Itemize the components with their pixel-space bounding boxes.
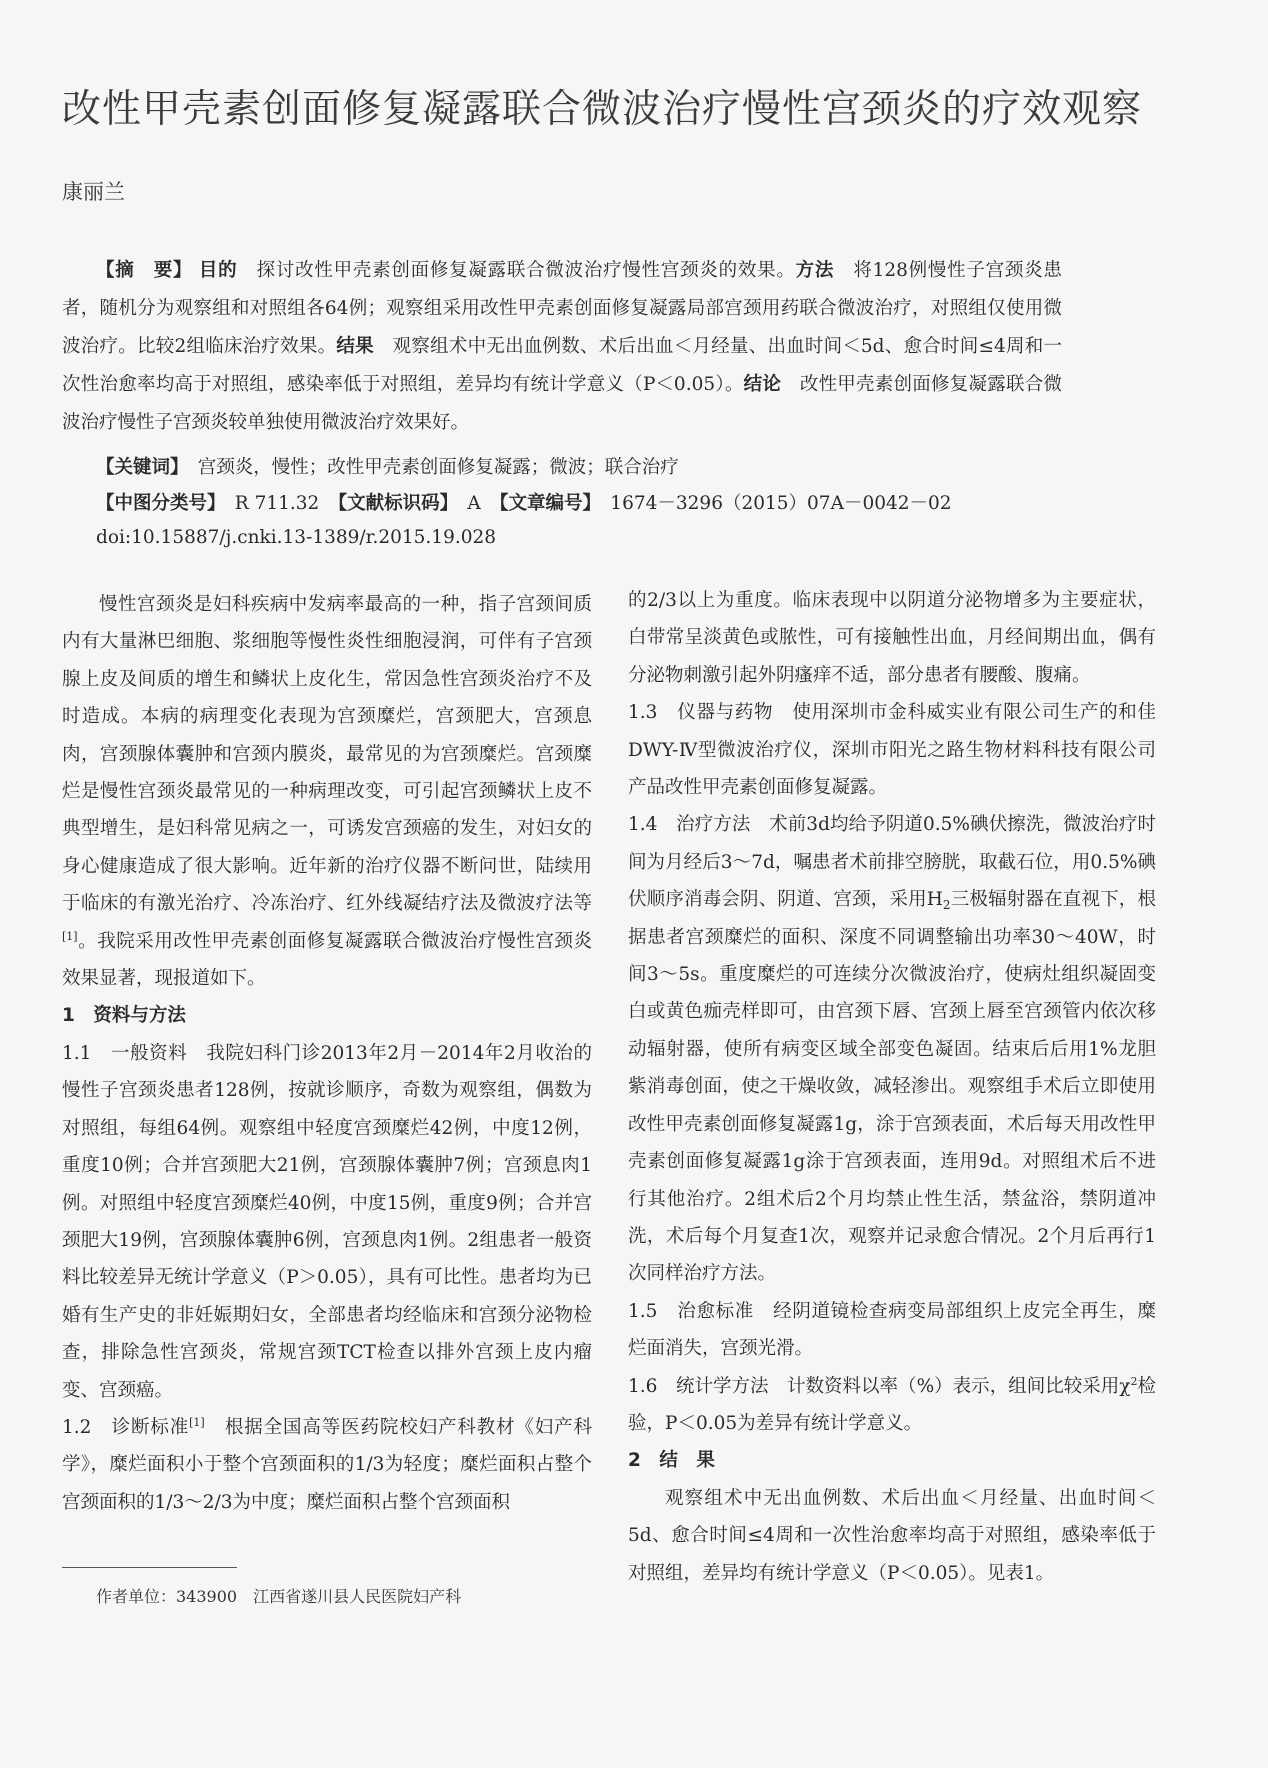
methods-label: 方法 bbox=[795, 260, 835, 281]
clc-label: 【中图分类号】 bbox=[96, 493, 217, 514]
objective-label: 目的 bbox=[198, 260, 238, 281]
abstract-label: 【摘 要】 bbox=[96, 260, 193, 281]
article-number-label: 【文章编号】 bbox=[499, 493, 592, 514]
section-1-5: 1.5 治愈标准 经阴道镜检查病变局部组织上皮完全再生，糜烂面消失，宫颈光滑。 bbox=[628, 1300, 1156, 1360]
abstract bbox=[62, 252, 1062, 442]
doc-code-value: A bbox=[467, 493, 481, 514]
section-1-2-continued: 的2/3以上为重度。临床表现中以阴道分泌物增多为主要症状，白带常呈淡黄色或脓性，可有接触性出血，月经间期出血，偶有分泌物刺激引起外阴瘙痒不适，部分患者有腰酸、腹痛。 bbox=[628, 590, 1156, 686]
intro-text: 慢性宫颈炎是妇科疾病中发病率最高的一种，指子宫颈间质内有大量淋巴细胞、浆细胞等慢性炎性细胞浸润，可伴有子宫颈腺上皮及间质的增生和鳞状上皮化生，常因急性宫颈炎治疗不及时造成。本病的病理变化表现为宫颈糜烂，宫颈肥大，宫颈息肉，宫颈腺体囊肿和宫颈内膜炎，最常见的为宫颈糜烂。宫颈糜烂是慢性宫颈炎最常见的一种病理改变，可引起宫颈鳞状上皮不典型增生，是妇科常见病之一，可诱发宫颈癌的发生，对妇女的身心健康造成了很大影响。近年新的治疗仪器不断问世，陆续用于临床的有激光治疗、冷冻治疗、红外线凝结疗法及微波疗法等 bbox=[62, 594, 592, 915]
section-1-2-heading: 1.2 诊断标准 bbox=[62, 1416, 190, 1438]
subscript: 2 bbox=[942, 898, 951, 913]
section-1-6-text: 1.6 统计学方法 计数资料以率（%）表示，组间比较采用χ bbox=[628, 1375, 1131, 1397]
conclusion-label: 结论 bbox=[743, 374, 782, 395]
paper-title: 改性甲壳素创面修复凝露联合微波治疗慢性宫颈炎的疗效观察 bbox=[62, 87, 1143, 132]
section-heading-2: 2 结 果 bbox=[628, 1450, 715, 1472]
author: 康丽兰 bbox=[62, 180, 125, 204]
section-heading-1: 1 资料与方法 bbox=[62, 1005, 186, 1027]
body-column-right bbox=[628, 582, 1156, 1592]
intro-paragraph bbox=[62, 586, 592, 997]
methods-text: 将128例慢性子宫颈炎患者，随机分为观察组和对照组各64例；观察组采用改性甲壳素创面修复凝露局部宫颈用药联合微波治疗，对照组仅使用微波治疗。比较2组临床治疗效果。 bbox=[62, 260, 1062, 357]
citation-ref: [1] bbox=[62, 929, 78, 943]
intro-text-end: 。我院采用改性甲壳素创面修复凝露联合微波治疗慢性宫颈炎效果显著，现报道如下。 bbox=[62, 930, 592, 990]
citation-ref: [1] bbox=[189, 1415, 205, 1429]
section-1-1: 1.1 一般资料 我院妇科门诊2013年2月－2014年2月收治的慢性子宫颈炎患者128例，按就诊顺序，奇数为观察组，偶数为对照组，每组64例。观察组中轻度宫颈糜烂42例，中度12例，重度10例；合并宫颈肥大21例，宫颈腺体囊肿7例；宫颈息肉1例。对照组中轻度宫颈糜烂40例，中度15例，重度9例；合并宫颈肥大19例，宫颈腺体囊肿6例，宫颈息肉1例。2组患者一般资料比较差异无统计学意义（P＞0.05），具有可比性。患者均为已婚有生产史的非妊娠期妇女，全部患者均经临床和宫颈分泌物检查，排除急性宫颈炎，常规宫颈TCT检查以排外宫颈上皮内瘤变、宫颈癌。 bbox=[62, 1042, 592, 1401]
results-paragraph: 观察组术中无出血例数、术后出血＜月经量、出血时间＜5d、愈合时间≤4周和一次性治愈率均高于对照组，感染率低于对照组，差异均有统计学意义（P＜0.05）。见表1。 bbox=[628, 1487, 1156, 1584]
section-1-4-text-end: 三极辐射器在直视下，根据患者宫颈糜烂的面积、深度不同调整输出功率30～40W，时间3～5s。重度糜烂的可连续分次微波治疗，使病灶组织凝固变白或黄色痂壳样即可，由宫颈下唇、宫颈上唇至宫颈管内依次移动辐射器，使所有病变区域全部变色凝固。结束后后用1%龙胆紫消毒创面，使之干燥收敛，减轻渗出。观察组手术后立即使用改性甲壳素创面修复凝露1g，涂于宫颈表面，术后每天用改性甲壳素创面修复凝露1g涂于宫颈表面，连用9d。对照组术后不进行其他治疗。2组术后2个月均禁止性生活，禁盆浴，禁阴道冲洗，术后每个月复查1次，观察并记录愈合情况。2个月后再行1次同样治疗方法。 bbox=[628, 889, 1156, 1285]
section-1-4 bbox=[628, 806, 1156, 1292]
author-affiliation: 作者单位：343900 江西省遂川县人民医院妇产科 bbox=[96, 1587, 462, 1606]
doi: doi:10.15887/j.cnki.13-1389/r.2015.19.028 bbox=[96, 527, 497, 548]
footnote-divider bbox=[62, 1567, 237, 1568]
section-1-3: 1.3 仪器与药物 使用深圳市金科威实业有限公司生产的和佳DWY-Ⅳ型微波治疗仪，深圳市阳光之路生物材料科技有限公司产品改性甲壳素创面修复凝露。 bbox=[628, 702, 1156, 799]
clc-value: R 711.32 bbox=[234, 493, 320, 514]
objective-text: 探讨改性甲壳素创面修复凝露联合微波治疗慢性宫颈炎的效果。 bbox=[256, 260, 796, 281]
conclusion-text: 改性甲壳素创面修复凝露联合微波治疗慢性子宫颈炎较单独使用微波治疗效果好。 bbox=[62, 374, 1062, 433]
results-text: 观察组术中无出血例数、术后出血＜月经量、出血时间＜5d、愈合时间≤4周和一次性治愈率均高于对照组，感染率低于对照组，差异均有统计学意义（P＜0.05）。 bbox=[62, 336, 1062, 395]
classification-line bbox=[96, 489, 952, 519]
keywords-label: 【关键词】 bbox=[96, 457, 180, 478]
doc-code-label: 【文献标识码】 bbox=[337, 493, 449, 514]
superscript: 2 bbox=[1130, 1374, 1138, 1388]
keywords-line bbox=[96, 453, 679, 483]
section-1-6 bbox=[628, 1368, 1156, 1443]
section-1-2 bbox=[62, 1409, 592, 1521]
article-number-value: 1674－3296（2015）07A－0042－02 bbox=[610, 493, 952, 514]
section-1-4-text: 1.4 治疗方法 术前3d均给予阴道0.5%碘伏擦洗，微波治疗时间为月经后3～7d，嘱患者术前排空膀胱，取截石位，用0.5%碘伏顺序消毒会阴、阴道、宫颈，采用H bbox=[628, 814, 1156, 911]
section-1-2-text: 根据全国高等医药院校妇产科教材《妇产科学》，糜烂面积小于整个宫颈面积的1/3为轻度；糜烂面积占整个宫颈面积的1/3～2/3为中度；糜烂面积占整个宫颈面积 bbox=[62, 1416, 592, 1513]
results-label: 结果 bbox=[336, 336, 374, 357]
body-column-left bbox=[62, 586, 592, 1521]
section-1-6-text-end: 检验，P＜0.05为差异有统计学意义。 bbox=[628, 1375, 1156, 1434]
keywords-text: 宫颈炎，慢性；改性甲壳素创面修复凝露；微波；联合治疗 bbox=[197, 457, 679, 478]
